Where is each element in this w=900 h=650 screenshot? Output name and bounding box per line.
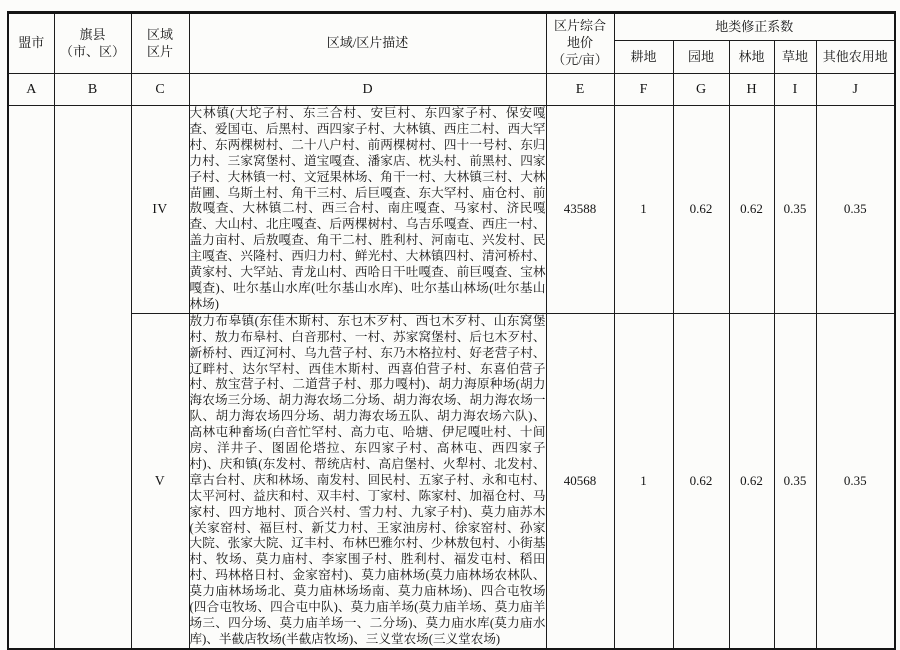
header-label-mengshi: 盟市	[18, 35, 45, 51]
header-label-price-line2: 地价	[566, 35, 593, 51]
column-letter-row	[8, 74, 895, 106]
document-sheet	[7, 11, 896, 650]
cell-yuandi-v: 0.62	[673, 313, 729, 649]
column-letter-e: E	[546, 74, 614, 106]
header-label-qixian-line1: 旗县	[79, 26, 106, 42]
cell-caodi-v: 0.35	[774, 313, 816, 649]
table-row-v	[8, 313, 895, 649]
cell-price-v: 40568	[546, 313, 614, 649]
land-price-table	[7, 11, 896, 650]
header-label-qixian-line2: （市、区）	[59, 43, 125, 59]
header-label-coefficient-group: 地类修正系数	[715, 18, 794, 34]
column-letter-f: F	[614, 74, 673, 106]
cell-zone-code-v: V	[131, 313, 189, 649]
cell-qita-v: 0.35	[816, 313, 895, 649]
cell-mengshi-empty	[8, 106, 54, 649]
cell-qixian-empty	[54, 106, 131, 649]
header-label-quyu-line2: 区片	[146, 43, 173, 59]
column-letter-j: J	[816, 74, 895, 106]
header-label-price-line1: 区片综合	[553, 18, 606, 34]
header-cell-description	[189, 13, 546, 74]
cell-yuandi-iv: 0.62	[673, 106, 729, 314]
header-cell-qixian	[54, 13, 131, 74]
header-label-yuandi: 园地	[687, 48, 714, 64]
header-label-gengdi: 耕地	[630, 48, 657, 64]
cell-price-iv: 43588	[546, 106, 614, 314]
cell-zone-description-v: 敖力布皋镇(东佳木斯村、东乜木歹村、西乜木歹村、山东窝堡村、敖力布皋村、白音那村、一村、苏家窝堡村、后乜木歹村、新桥村、西辽河村、乌九营子村、东乃木格拉村、好老营子村、辽畔村、达尔罕村、西佳木斯村、西喜伯营子村、东喜伯营子村、敖宝营子村、二道营子村、那力嘎村)、胡力海原种场(胡力海农场三分场、胡力海农场二分场、胡力海农场、胡力海农场一队、胡力海农场四分场、胡力海农场五队、胡力海农场六队)、高林屯种畜场(白音忙罕村、高力屯、哈塘、伊尼嘎吐村、十间房、洋井子、图固伦塔拉、东四家子村、高林屯、西四家子村)、庆和镇(东发村、帮统店村、高启堡村、火犁村、北发村、章古台村、庆和林场、南发村、回民村、五家子村、永和屯村、太平河村、益庆和村、双丰村、丁家村、陈家村、加福仓村、马家村、四方地村、顶合兴村、雪力村、九家子村)、莫力庙苏木(关家窑村、福巨村、新艾力村、王家油房村、徐家窑村、孙家大院、张家大院、辽丰村、布林巴雅尔村、少林敖包村、小街基村、牧场、莫力庙村、李家围子村、胜利村、福发屯村、稻田村、玛林格日村、金家窑村)、莫力庙林场(莫力庙林场农林队、莫力庙林场场北、莫力庙林场场南、莫力庙林场)、四合屯牧场(四合屯牧场、四合屯中队)、莫力庙羊场(莫力庙羊场、莫力庙羊场三、四分场、莫力庙羊场一、二分场)、莫力庙水库(莫力庙水库)、半截店牧场(半截店牧场)、三义堂农场(三义堂农场)	[189, 313, 546, 649]
header-label-caodi: 草地	[781, 48, 808, 64]
column-letter-c: C	[131, 74, 189, 106]
header-cell-gengdi	[614, 41, 673, 74]
header-cell-quyu-qupian	[131, 13, 189, 74]
column-letter-a: A	[8, 74, 54, 106]
cell-zone-description-iv: 大林镇(大坨子村、东三合村、安巨村、东四家子村、保安嘎查、爱国屯、后黑村、西四家子村、大林镇、西庄二村、西大罕村、东两棵树村、二十八户村、前两棵树村、四十一号村、东归力村、三家窝堡村、道宝嘎查、潘家店、枕头村、前黑村、四家子村、大林镇一村、文冠果林场、角干一村、大林镇三村、大林苗圃、乌斯土村、角干三村、后巨嘎查、东大罕村、庙仓村、前敖嘎查、大林镇二村、西三合村、南庄嘎查、马家村、济民嘎查、大山村、北庄嘎查、后两棵树村、乌吉乐嘎查、西庄一村、盖力亩村、后敖嘎查、角干二村、胜利村、河南屯、兴发村、民主嘎查、兴隆村、西归力村、鲜光村、大林镇四村、清河桥村、黄家村、大罕站、青龙山村、西哈日干吐嘎查、前巨嘎查、宝林嘎查)、吐尔基山水库(吐尔基山水库)、吐尔基山林场(吐尔基山林场)	[189, 106, 546, 314]
column-letter-i: I	[774, 74, 816, 106]
column-letter-h: H	[729, 74, 774, 106]
cell-qita-iv: 0.35	[816, 106, 895, 314]
cell-lindi-iv: 0.62	[729, 106, 774, 314]
cell-zone-code-iv: IV	[131, 106, 189, 314]
column-letter-g: G	[673, 74, 729, 106]
header-label-price-line3: （元/亩）	[552, 51, 608, 67]
header-cell-coefficient-group	[614, 13, 895, 41]
header-cell-mengshi	[8, 13, 54, 74]
column-letter-b: B	[54, 74, 131, 106]
cell-gengdi-v: 1	[614, 313, 673, 649]
header-cell-yuandi	[673, 41, 729, 74]
header-cell-caodi	[774, 41, 816, 74]
table-row-iv	[8, 106, 895, 314]
header-label-qita: 其他农用地	[822, 48, 888, 64]
header-label-lindi: 林地	[738, 48, 765, 64]
header-label-quyu-line1: 区域	[146, 26, 173, 42]
header-row-1	[8, 13, 895, 41]
header-cell-price	[546, 13, 614, 74]
header-cell-lindi	[729, 41, 774, 74]
cell-lindi-v: 0.62	[729, 313, 774, 649]
header-label-description: 区域/区片描述	[326, 35, 409, 51]
header-cell-qita	[816, 41, 895, 74]
column-letter-d: D	[189, 74, 546, 106]
cell-caodi-iv: 0.35	[774, 106, 816, 314]
cell-gengdi-iv: 1	[614, 106, 673, 314]
